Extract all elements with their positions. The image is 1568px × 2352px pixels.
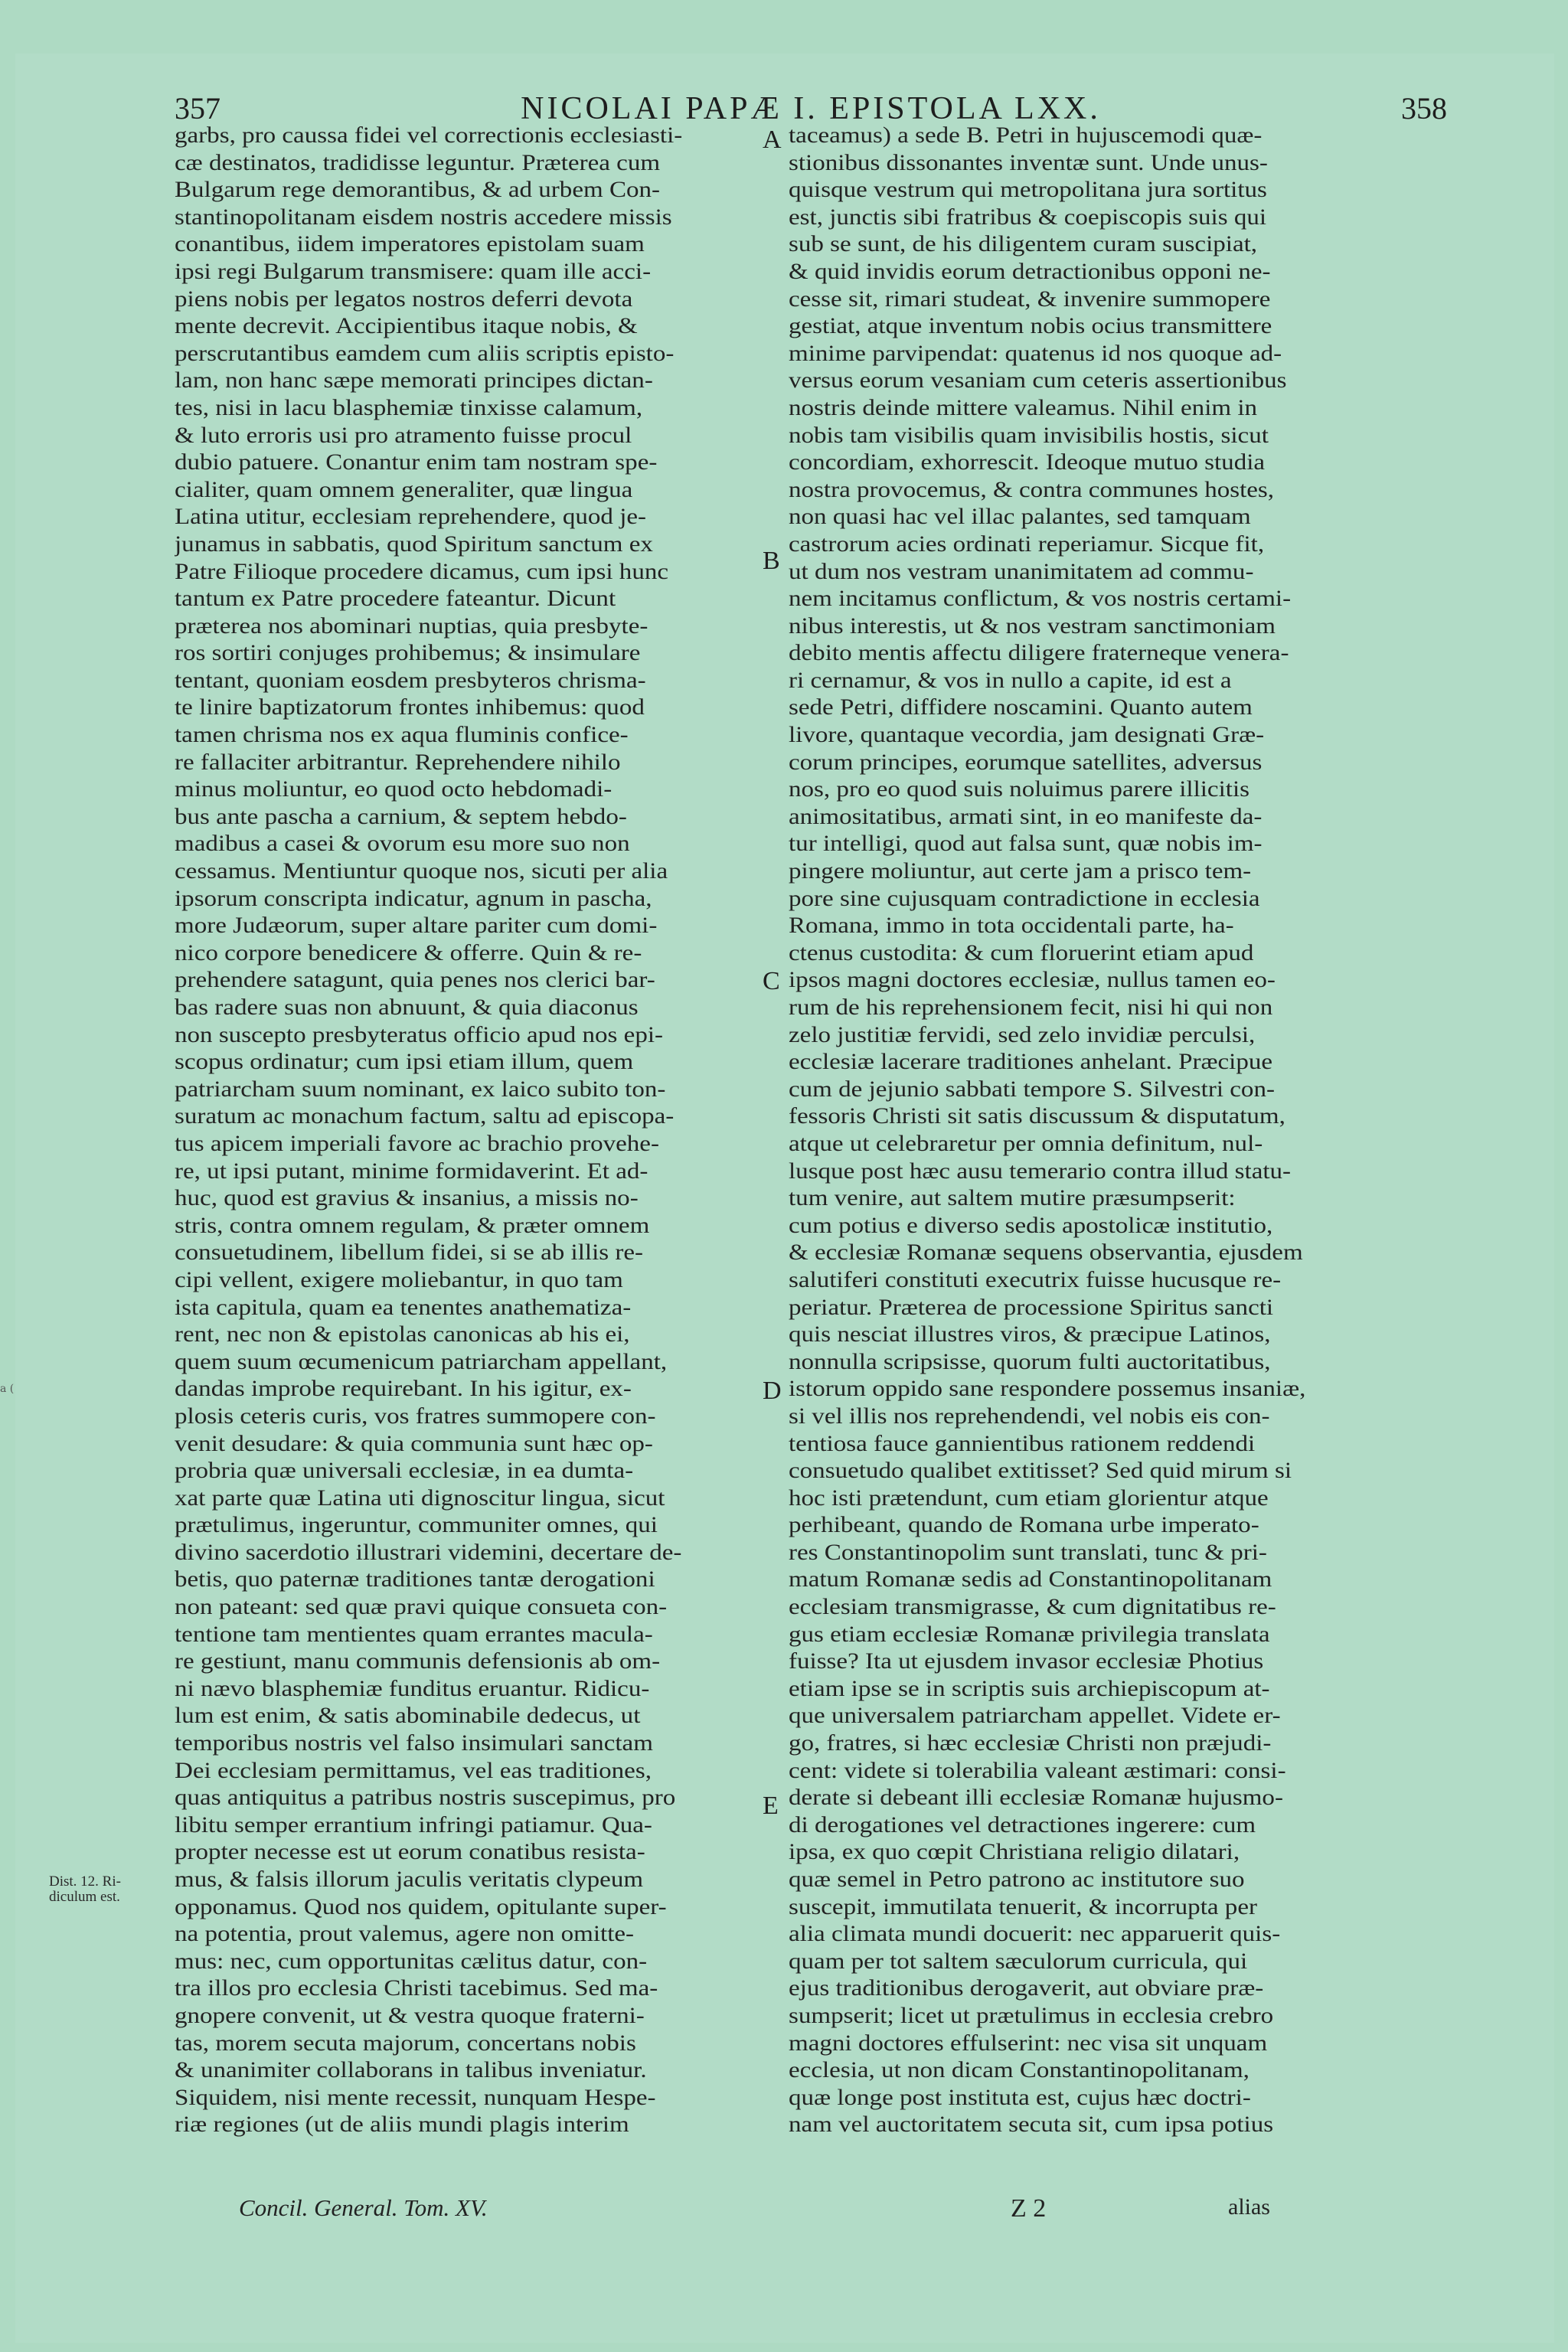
- left-column-line: tamen chrisma nos ex aqua fluminis confice-: [175, 723, 629, 748]
- left-column-line: gnopere convenit, ut & vestra quoque fraterni-: [175, 2003, 645, 2028]
- right-column-line: pingere moliuntur, aut certe jam a prisco tem-: [789, 859, 1252, 884]
- right-column-line: magni doctores effulserint: nec visa sit unquam: [789, 2030, 1268, 2056]
- running-title: NICOLAI PAPÆ I. EPISTOLA LXX.: [521, 91, 1101, 126]
- right-column-line: est, junctis sibi fratribus & coepiscopis suis qui: [789, 204, 1267, 230]
- left-column-line: plosis ceteris curis, vos fratres summopere con-: [175, 1403, 656, 1429]
- right-column-line: sub se sunt, de his diligentem curam suscipiat,: [789, 232, 1258, 257]
- left-column-line: riæ regiones (ut de aliis mundi plagis interim: [175, 2112, 629, 2138]
- left-column-line: madibus a casei & ovorum esu more suo non: [175, 831, 630, 857]
- right-column-line: sumpserit; licet ut prætulimus in ecclesia crebro: [789, 2003, 1274, 2028]
- left-text-column: [175, 122, 764, 2139]
- left-column-line: betis, quo paternæ traditiones tantæ derogationi: [175, 1567, 655, 1592]
- right-column-line: rum de his reprehensionem fecit, nisi hi qui non: [789, 995, 1273, 1020]
- left-column-line: ipsorum conscripta indicatur, agnum in pascha,: [175, 886, 652, 911]
- right-column-line: derate si debeant illi ecclesiæ Romanæ hujusmo-: [789, 1785, 1283, 1811]
- right-column-line: que universalem patriarcham appellet. Videte er-: [789, 1704, 1281, 1729]
- left-column-line: non pateant: sed quæ pravi quique consueta con-: [175, 1595, 668, 1620]
- right-column-line: suscepit, immutilata tenuerit, & incorrupta per: [789, 1894, 1257, 1919]
- left-column-line: tentione tam mentientes quam errantes macula-: [175, 1622, 653, 1647]
- right-column-line: corum principes, eorumque satellites, adversus: [789, 750, 1263, 775]
- section-marker-e: E: [763, 1792, 779, 1820]
- right-column-line: debito mentis affectu diligere fraterneque venera-: [789, 641, 1289, 666]
- left-column-line: xat parte quæ Latina uti dignoscitur lingua, sicut: [175, 1485, 665, 1511]
- section-marker-a: A: [763, 126, 782, 154]
- left-column-line: quem suum œcumenicum patriarcham appellant,: [175, 1349, 668, 1374]
- left-column-line: Dei ecclesiam permittamus, vel eas traditiones,: [175, 1758, 652, 1783]
- left-column-line: Bulgarum rege demorantibus, & ad urbem Con-: [175, 178, 661, 203]
- section-marker-b: B: [763, 547, 780, 575]
- left-column-line: divino sacerdotio illustrari videmini, decertare de-: [175, 1540, 682, 1565]
- right-column-line: nobis tam visibilis quam invisibilis hostis, sicut: [789, 423, 1269, 448]
- left-column-line: mente decrevit. Accipientibus itaque nobis, &: [175, 314, 638, 339]
- right-column-line: ecclesia, ut non dicam Constantinopolitanam,: [789, 2058, 1250, 2083]
- right-column-line: minime parvipendat: quatenus id nos quoque ad-: [789, 341, 1282, 366]
- left-column-line: dandas improbe requirebant. In his igitur, ex-: [175, 1377, 632, 1402]
- left-column-line: cipi vellent, exigere moliebantur, in quo tam: [175, 1267, 623, 1292]
- left-column-line: consuetudinem, libellum fidei, si se ab illis re-: [175, 1240, 644, 1266]
- left-column-line: lum est enim, & satis abominabile dedecus, ut: [175, 1704, 641, 1729]
- right-column-line: & ecclesiæ Romanæ sequens observantia, ejusdem: [789, 1240, 1303, 1266]
- right-column-line: tur intelligi, quod aut falsa sunt, quæ nobis im-: [789, 831, 1263, 857]
- right-column-line: si vel illis nos reprehendendi, vel nobis eis con-: [789, 1403, 1270, 1429]
- left-column-line: cæ destinatos, tradidisse leguntur. Præterea cum: [175, 150, 661, 175]
- right-column-line: tentiosa fauce gannientibus rationem reddendi: [789, 1431, 1256, 1456]
- right-column-line: quæ semel in Petro patrono ac institutore suo: [789, 1867, 1245, 1892]
- right-column-line: etiam ipse se in scriptis suis archiepiscopum at-: [789, 1676, 1270, 1701]
- left-column-line: Siquidem, nisi mente recessit, nunquam Hespe-: [175, 2085, 656, 2110]
- left-column-line: temporibus nostris vel falso insimulari sanctam: [175, 1731, 653, 1756]
- left-column-line: quas antiquitus a patribus nostris suscepimus, pro: [175, 1785, 676, 1811]
- left-column-line: minus moliuntur, eo quod octo hebdomadi-: [175, 777, 612, 802]
- right-column-line: nonnulla scripsisse, quorum fulti auctoritatibus,: [789, 1349, 1271, 1374]
- left-column-line: patriarcham suum nominant, ex laico subito ton-: [175, 1076, 666, 1102]
- left-column-line: propter necesse est ut eorum conatibus resista-: [175, 1840, 645, 1865]
- left-column-line: perscrutantibus eamdem cum aliis scriptis episto-: [175, 341, 675, 366]
- right-column-line: fuisse? Ita ut ejusdem invasor ecclesiæ Photius: [789, 1649, 1264, 1674]
- right-column-line: cent: videte si tolerabilia valeant æstimari: consi-: [789, 1758, 1286, 1783]
- left-column-line: non suscepto presbyteratus officio apud nos epi-: [175, 1022, 664, 1047]
- left-column-line: tas, morem secuta majorum, concertans nobis: [175, 2030, 636, 2056]
- left-column-line: cialiter, quam omnem generaliter, quæ lingua: [175, 477, 633, 502]
- page-number-left: 357: [175, 91, 220, 126]
- left-column-line: huc, quod est gravius & insanius, a missis no-: [175, 1186, 639, 1211]
- right-column-line: quis nesciat illustres viros, & præcipue Latinos,: [789, 1322, 1271, 1348]
- left-column-line: venit desudare: & quia communia sunt hæc op-: [175, 1431, 653, 1456]
- right-column-line: perhibeant, quando de Romana urbe imperato-: [789, 1513, 1259, 1538]
- left-column-line: libitu semper errantium infringi patiamur. Qua-: [175, 1812, 652, 1838]
- right-column-line: ctenus custodita: & cum floruerint etiam apud: [789, 940, 1254, 965]
- right-column-line: ecclesiam transmigrasse, & cum dignitatibus re-: [789, 1595, 1276, 1620]
- left-column-line: piens nobis per legatos nostros deferri devota: [175, 286, 633, 312]
- right-column-line: ut dum nos vestram unanimitatem ad commu-: [789, 559, 1254, 584]
- left-column-line: scopus ordinatur; cum ipsi etiam illum, quem: [175, 1050, 634, 1075]
- left-column-line: na potentia, prout valemus, agere non omitte-: [175, 1922, 635, 1947]
- right-column-line: zelo justitiæ fervidi, sed zelo invidiæ perculsi,: [789, 1022, 1256, 1047]
- right-column-line: atque ut celebraretur per omnia definitum, nul-: [789, 1131, 1263, 1156]
- right-column-line: lusque post hæc ausu temerario contra illud statu-: [789, 1158, 1292, 1184]
- left-column-line: garbs, pro caussa fidei vel correctionis ecclesiasti-: [175, 123, 683, 148]
- right-column-line: fessoris Christi sit satis discussum & disputatum,: [789, 1104, 1285, 1129]
- right-column-line: salutiferi constituti executrix fuisse hucusque re-: [789, 1267, 1282, 1292]
- left-column-line: tra illos pro ecclesia Christi tacebimus. Sed ma-: [175, 1976, 658, 2001]
- left-column-line: re gestiunt, manu communis defensionis ab om-: [175, 1649, 661, 1674]
- right-column-line: ejus traditionibus derogaverit, aut obviare præ-: [789, 1976, 1264, 2001]
- right-column-line: cesse sit, rimari studeat, & invenire summopere: [789, 286, 1271, 312]
- right-text-column: [789, 122, 1446, 2139]
- left-column-line: dubio patuere. Conantur enim tam nostram spe-: [175, 450, 658, 475]
- left-column-line: stantinopolitanam eisdem nostris accedere missis: [175, 204, 672, 230]
- left-column-line: nico corpore benedicere & offerre. Quin & re-: [175, 940, 642, 965]
- right-column-line: pore sine cujusquam contradictione in ecclesia: [789, 886, 1260, 911]
- right-column-line: gus etiam ecclesiæ Romanæ privilegia translata: [789, 1622, 1270, 1647]
- right-column-line: di derogationes vel detractiones ingerere: cum: [789, 1812, 1256, 1838]
- section-marker-d: D: [763, 1377, 782, 1405]
- right-column-line: ri cernamur, & vos in nullo a capite, id est a: [789, 668, 1232, 693]
- right-column-line: matum Romanæ sedis ad Constantinopolitanam: [789, 1567, 1272, 1592]
- right-column-line: nos, pro eo quod suis noluimus parere illicitis: [789, 777, 1250, 802]
- footer-volume: Concil. General. Tom. XV.: [239, 2194, 488, 2221]
- left-column-line: præterea nos abominari nuptias, quia presbyte-: [175, 613, 648, 639]
- right-column-line: consuetudo qualibet extitisset? Sed quid mirum si: [789, 1459, 1292, 1484]
- right-column-line: livore, quantaque vecordia, jam designati Græ-: [789, 723, 1265, 748]
- left-column-line: ista capitula, quam ea tenentes anathematiza-: [175, 1295, 632, 1320]
- right-column-line: ipsos magni doctores ecclesiæ, nullus tamen eo-: [789, 968, 1276, 993]
- left-column-line: stris, contra omnem regulam, & præter omnem: [175, 1213, 650, 1238]
- right-column-line: istorum oppido sane respondere possemus insaniæ,: [789, 1377, 1306, 1402]
- right-column-line: castrorum acies ordinati reperiamur. Sicque fit,: [789, 531, 1265, 557]
- right-column-line: & quid invidis eorum detractionibus opponi ne-: [789, 259, 1271, 284]
- right-column-line: cum de jejunio sabbati tempore S. Silvestri con-: [789, 1076, 1275, 1102]
- left-column-line: ni nævo blasphemiæ funditus eruantur. Ridicu-: [175, 1676, 650, 1701]
- left-column-line: & luto erroris usi pro atramento fuisse procul: [175, 423, 632, 448]
- footer-signature: Z 2: [1011, 2194, 1047, 2223]
- left-column-line: lam, non hanc sæpe memorati principes dictan-: [175, 368, 653, 394]
- right-column-line: nostra provocemus, & contra communes hostes,: [789, 477, 1275, 502]
- section-marker-c: C: [763, 967, 780, 995]
- left-column-line: mus, & falsis illorum jaculis veritatis clypeum: [175, 1867, 644, 1892]
- right-column-line: hoc isti prætendunt, cum etiam glorientur atque: [789, 1485, 1269, 1511]
- right-column-line: nostris deinde mittere valeamus. Nihil enim in: [789, 395, 1258, 420]
- left-column-line: tantum ex Patre procedere fateantur. Dicunt: [175, 586, 616, 612]
- right-column-line: periatur. Præterea de processione Spiritus sancti: [789, 1295, 1274, 1320]
- right-column-line: res Constantinopolim sunt translati, tunc & pri-: [789, 1540, 1267, 1565]
- left-column-line: re fallaciter arbitrantur. Reprehendere nihilo: [175, 750, 621, 775]
- margin-note: Dist. 12. Ri-diculum est.: [49, 1873, 121, 1905]
- left-column-line: cessamus. Mentiuntur quoque nos, sicuti per alia: [175, 859, 668, 884]
- left-column-line: te linire baptizatorum frontes inhibemus: quod: [175, 695, 645, 720]
- page-number-right: 358: [1401, 91, 1447, 126]
- right-column-line: versus eorum vesaniam cum ceteris assertionibus: [789, 368, 1287, 394]
- left-column-line: conantibus, iidem imperatores epistolam suam: [175, 232, 645, 257]
- right-column-line: stionibus dissonantes inventæ sunt. Unde unus-: [789, 150, 1268, 175]
- left-column-line: ipsi regi Bulgarum transmisere: quam ille acci-: [175, 259, 652, 284]
- left-column-line: bas radere suas non abnuunt, & quia diaconus: [175, 995, 639, 1020]
- right-column-line: go, fratres, si hæc ecclesiæ Christi non præjudi-: [789, 1731, 1272, 1756]
- right-column-line: concordiam, exhorrescit. Ideoque mutuo studia: [789, 450, 1266, 475]
- left-column-line: more Judæorum, super altare pariter cum domi-: [175, 913, 658, 939]
- right-column-line: quam per tot saltem sæculorum curricula, qui: [789, 1949, 1248, 1974]
- left-column-line: Latina utitur, ecclesiam reprehendere, quod je-: [175, 505, 647, 530]
- right-column-line: nem incitamus conflictum, & vos nostris certami-: [789, 586, 1292, 612]
- left-column-line: probria quæ universali ecclesiæ, in ea dumta-: [175, 1459, 634, 1484]
- right-column-line: taceamus) a sede B. Petri in hujuscemodi quæ-: [789, 123, 1263, 148]
- right-column-line: quæ longe post instituta est, cujus hæc doctri-: [789, 2085, 1251, 2110]
- right-column-line: cum potius e diverso sedis apostolicæ institutio,: [789, 1213, 1273, 1238]
- right-column-line: ecclesiæ lacerare traditiones anhelant. Præcipue: [789, 1050, 1273, 1075]
- left-column-line: ros sortiri conjuges prohibemus; & insimulare: [175, 641, 641, 666]
- right-column-line: animositatibus, armati sint, in eo manifeste da-: [789, 804, 1263, 829]
- left-column-line: prehendere satagunt, quia penes nos clerici bar-: [175, 968, 655, 993]
- left-column-line: suratum ac monachum factum, saltu ad episcopa-: [175, 1104, 675, 1129]
- left-column-line: junamus in sabbatis, quod Spiritum sanctum ex: [175, 531, 653, 557]
- right-column-line: sede Petri, diffidere noscamini. Quanto autem: [789, 695, 1253, 720]
- left-column-line: tus apicem imperiali favore ac brachio provehe-: [175, 1131, 659, 1156]
- right-column-line: gestiat, atque inventum nobis ocius transmittere: [789, 314, 1272, 339]
- left-column-line: Patre Filioque procedere dicamus, cum ipsi hunc: [175, 559, 669, 584]
- left-column-line: prætulimus, ingeruntur, communiter omnes, qui: [175, 1513, 658, 1538]
- right-column-line: Romana, immo in tota occidentali parte, ha-: [789, 913, 1234, 939]
- footer-catchword: alias: [1228, 2194, 1270, 2220]
- right-column-line: quisque vestrum qui metropolitana jura sortitus: [789, 178, 1267, 203]
- left-column-line: bus ante pascha a carnium, & septem hebdo-: [175, 804, 627, 829]
- right-column-line: nibus interestis, ut & nos vestram sanctimoniam: [789, 613, 1276, 639]
- right-column-line: nam vel auctoritatem secuta sit, cum ipsa potius: [789, 2112, 1274, 2138]
- margin-fragment: a (: [0, 1383, 15, 1395]
- right-column-line: non quasi hac vel illac palantes, sed tamquam: [789, 505, 1251, 530]
- right-column-line: alia climata mundi docuerit: nec apparuerit quis-: [789, 1922, 1281, 1947]
- left-column-line: opponamus. Quod nos quidem, opitulante super-: [175, 1894, 667, 1919]
- left-column-line: tes, nisi in lacu blasphemiæ tinxisse calamum,: [175, 395, 643, 420]
- left-column-line: & unanimiter collaborans in talibus inveniatur.: [175, 2058, 647, 2083]
- left-column-line: mus: nec, cum opportunitas cælitus datur, con-: [175, 1949, 648, 1974]
- right-column-line: ipsa, ex quo cœpit Christiana religio dilatari,: [789, 1840, 1240, 1865]
- left-column-line: tentant, quoniam eosdem presbyteros chrisma-: [175, 668, 646, 693]
- left-column-line: rent, nec non & epistolas canonicas ab his ei,: [175, 1322, 630, 1348]
- left-column-line: re, ut ipsi putant, minime formidaverint. Et ad-: [175, 1158, 648, 1184]
- right-column-line: tum venire, aut saltem mutire præsumpserit:: [789, 1186, 1236, 1211]
